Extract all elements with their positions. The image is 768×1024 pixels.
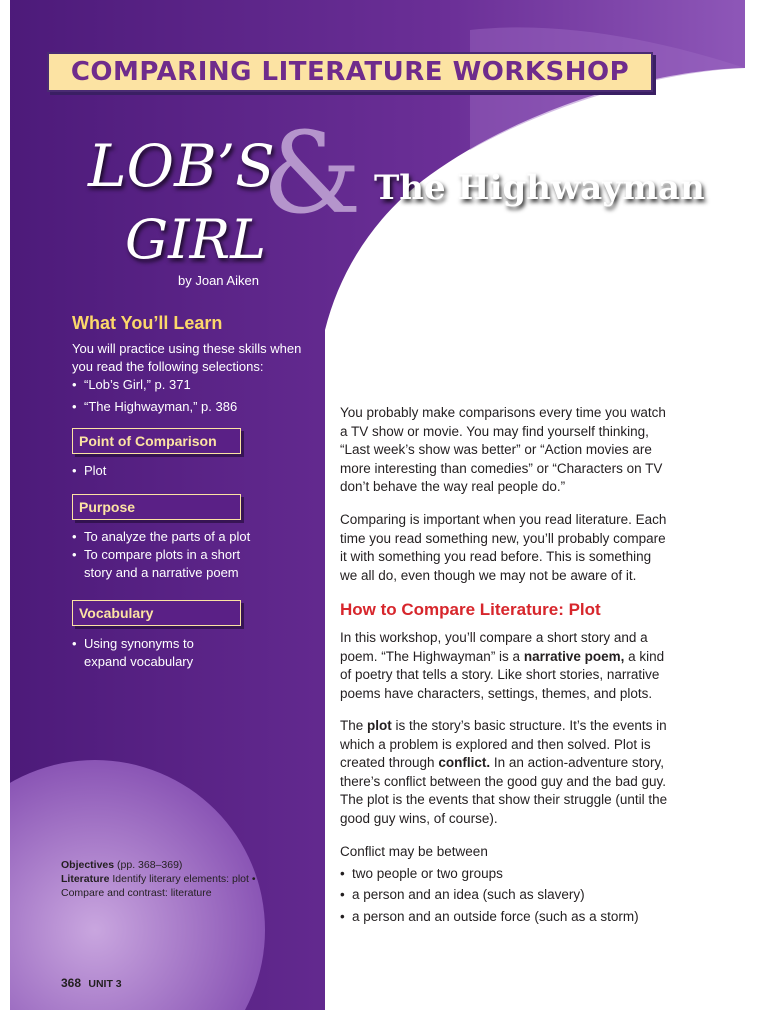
literature-label: Literature bbox=[61, 873, 110, 885]
selection-list bbox=[72, 376, 312, 416]
list-item: • To analyze the parts of a plot bbox=[72, 528, 262, 546]
paragraph-text: You probably make comparisons every time you watch a TV show or movie. You may find yourself thinking, “Last week’s show was better” or “Action movies are more interesting than comedies” or “Characters on TV don’t behave the way real people do.” bbox=[340, 405, 666, 494]
what-youll-learn-heading: What You’ll Learn bbox=[72, 313, 223, 333]
conflict-list bbox=[340, 865, 670, 927]
point-of-comparison-box bbox=[72, 428, 241, 454]
conflict-section bbox=[340, 843, 670, 926]
intro-paragraph bbox=[340, 404, 670, 497]
box-label: Purpose bbox=[79, 499, 136, 515]
objectives-label: Objectives bbox=[61, 859, 115, 871]
purpose-list bbox=[72, 528, 262, 582]
text-run: The bbox=[340, 718, 368, 733]
plot-paragraph bbox=[340, 717, 670, 828]
list-item: • Plot bbox=[72, 462, 312, 480]
term-conflict: conflict. bbox=[438, 755, 491, 770]
byline-aiken: by Joan Aiken bbox=[178, 273, 259, 288]
list-item: • a person and an outside force (such as a storm) bbox=[340, 908, 670, 927]
paragraph-text bbox=[340, 717, 670, 828]
title-lobs: LOB’S bbox=[88, 132, 275, 200]
objectives-block bbox=[61, 858, 261, 900]
box-label: Point of Comparison bbox=[79, 433, 217, 449]
text-run: is the story’s basic structure. It’s the events in which a problem is explored and then solved. Plot is created through bbox=[340, 718, 667, 770]
objectives-literature bbox=[61, 872, 261, 900]
paragraph-text bbox=[340, 629, 670, 703]
list-item: • Using synonyms to expand vocabulary bbox=[72, 635, 222, 671]
text-run: In this workshop, you’ll compare a short story and a poem. “The Highwayman” is a bbox=[340, 630, 648, 664]
learn-section bbox=[72, 340, 312, 416]
title-highwayman: The Highwayman bbox=[374, 168, 705, 208]
text-run: In an action-adventure story, there’s conflict between the good guy and the bad guy. The plot is the events that show their struggle (until the good guy wins, of course). bbox=[340, 755, 668, 826]
term-narrative-poem: narrative poem, bbox=[523, 648, 625, 664]
paragraph-text: Comparing is important when you read literature. Each time you read something new, you’ll probably compare it with something you read before. This is something we all do, even though we may not be aware of it. bbox=[340, 512, 667, 583]
list-item: • “The Highwayman,” p. 386 bbox=[72, 398, 312, 416]
purpose-box bbox=[72, 494, 241, 520]
learn-intro: You will practice using these skills when you read the following selections: bbox=[72, 341, 302, 374]
objectives-pages: (pp. 368–369) bbox=[114, 859, 183, 871]
objectives-line bbox=[61, 858, 261, 872]
workshop-banner bbox=[47, 52, 653, 92]
text-run: a kind of poetry that tells a story. Like short stories, narrative poems have characters, settings, themes, and plots. bbox=[340, 648, 665, 701]
byline-noyes: by Alfred Noyes bbox=[490, 224, 582, 239]
banner-title: COMPARING LITERATURE WORKSHOP bbox=[70, 57, 630, 87]
how-to-compare-heading: How to Compare Literature: Plot bbox=[340, 600, 601, 619]
comparison-list bbox=[72, 462, 312, 480]
list-item: • two people or two groups bbox=[340, 865, 670, 884]
term-plot: plot bbox=[367, 718, 392, 733]
page-number: 368 bbox=[61, 976, 82, 990]
title-girl: GIRL bbox=[125, 208, 266, 271]
comparing-paragraph bbox=[340, 511, 670, 585]
vocabulary-list bbox=[72, 635, 222, 671]
paragraph-text: Conflict may be between bbox=[340, 844, 488, 859]
list-item: • a person and an idea (such as slavery) bbox=[340, 886, 670, 905]
list-item: • To compare plots in a short story and a narrative poem bbox=[72, 546, 262, 582]
narrative-poem-paragraph bbox=[340, 629, 670, 703]
ampersand-graphic: & bbox=[262, 109, 362, 239]
vocabulary-box bbox=[72, 600, 241, 626]
page-folio bbox=[61, 976, 122, 990]
unit-label: UNIT 3 bbox=[88, 978, 122, 990]
objectives-text: Identify literary elements: plot • Compare and contrast: literature bbox=[61, 873, 256, 899]
list-item: • “Lob’s Girl,” p. 371 bbox=[72, 376, 312, 394]
box-label: Vocabulary bbox=[79, 605, 154, 621]
